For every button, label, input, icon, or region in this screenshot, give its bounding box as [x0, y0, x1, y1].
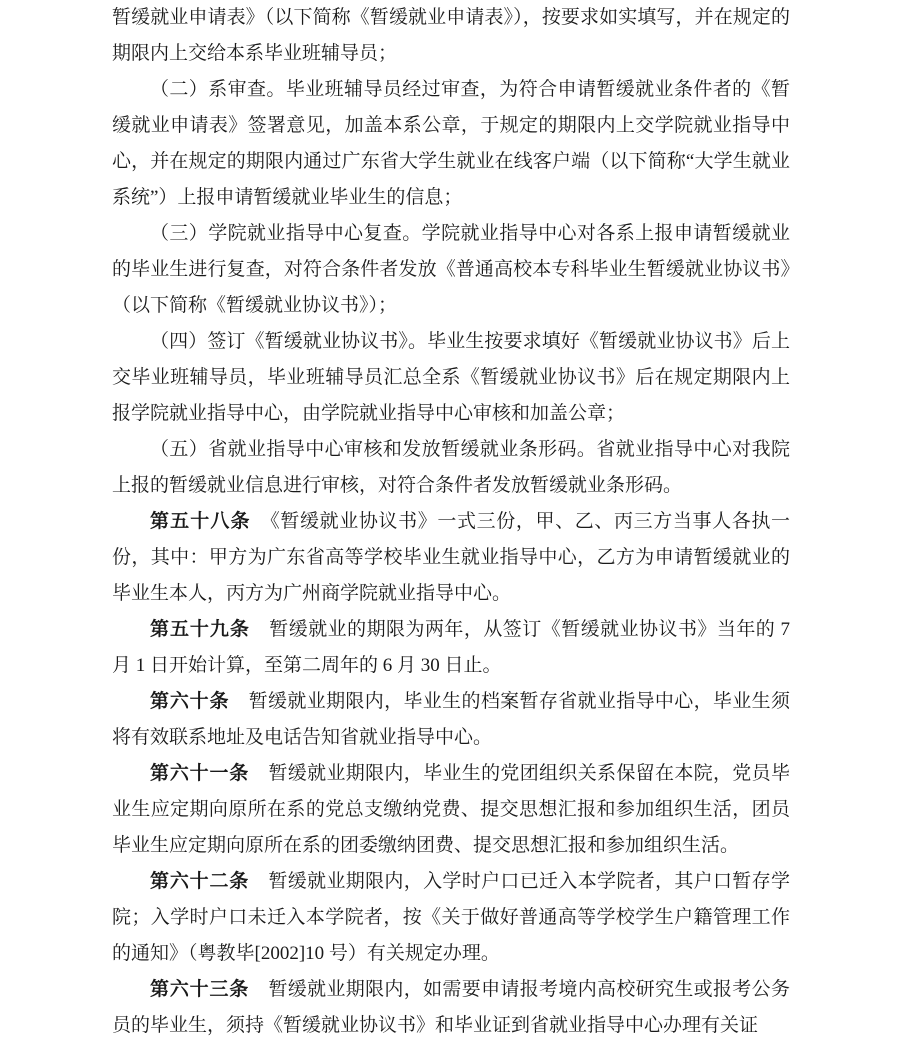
- article-number: 第五十九条: [150, 619, 250, 640]
- paragraph-text: （四）签订《暂缓就业协议书》。毕业生按要求填好《暂缓就业协议书》后上交毕业班辅导员，毕业班辅导员汇总全系《暂缓就业协议书》后在规定期限内上报学院就业指导中心，由学院就业指导中心审核和加盖公章；: [112, 331, 790, 424]
- paragraph-text: 暂缓就业申请表》（以下简称《暂缓就业申请表》），按要求如实填写，并在规定的期限内上交给本系毕业班辅导员；: [112, 7, 790, 64]
- paragraph-text: 暂缓就业期限内，毕业生的档案暂存省就业指导中心，毕业生须将有效联系地址及电话告知省就业指导中心。: [112, 691, 790, 748]
- paragraph: [112, 0, 790, 72]
- document-body: [112, 0, 790, 1044]
- paragraph-text: （五）省就业指导中心审核和发放暂缓就业条形码。省就业指导中心对我院上报的暂缓就业信息进行审核，对符合条件者发放暂缓就业条形码。: [112, 439, 790, 496]
- article-number: 第六十三条: [150, 979, 250, 1000]
- paragraph: [112, 216, 790, 324]
- paragraph: [112, 684, 790, 756]
- paragraph-text: （三）学院就业指导中心复查。学院就业指导中心对各系上报申请暂缓就业的毕业生进行复查，对符合条件者发放《普通高校本专科毕业生暂缓就业协议书》（以下简称《暂缓就业协议书》）；: [112, 223, 790, 316]
- paragraph-text: 暂缓就业期限内，入学时户口已迁入本学院者，其户口暂存学院；入学时户口未迁入本学院者，按《关于做好普通高等学校学生户籍管理工作的通知》（粤教毕[2002]10 号）有关规定办理。: [112, 871, 790, 964]
- paragraph-text: 暂缓就业期限内，如需要申请报考境内高校研究生或报考公务员的毕业生，须持《暂缓就业协议书》和毕业证到省就业指导中心办理有关证: [112, 979, 790, 1036]
- article-number: 第六十二条: [150, 871, 250, 892]
- paragraph: [112, 324, 790, 432]
- paragraph-text: 《暂缓就业协议书》一式三份，甲、乙、丙三方当事人各执一份，其中：甲方为广东省高等学校毕业生就业指导中心，乙方为申请暂缓就业的毕业生本人，丙方为广州商学院就业指导中心。: [112, 511, 790, 604]
- paragraph: [112, 432, 790, 504]
- paragraph: [112, 864, 790, 972]
- article-number: 第六十一条: [150, 763, 250, 784]
- paragraph-text: 暂缓就业期限内，毕业生的党团组织关系保留在本院，党员毕业生应定期向原所在系的党总支缴纳党费、提交思想汇报和参加组织生活，团员毕业生应定期向原所在系的团委缴纳团费、提交思想汇报和参加组织生活。: [112, 763, 790, 856]
- paragraph: [112, 72, 790, 216]
- article-number: 第五十八条: [150, 511, 251, 532]
- paragraph: [112, 972, 790, 1044]
- paragraph-text: 暂缓就业的期限为两年，从签订《暂缓就业协议书》当年的 7 月 1 日开始计算，至第二周年的 6 月 30 日止。: [112, 619, 790, 676]
- paragraph-text: （二）系审查。毕业班辅导员经过审查，为符合申请暂缓就业条件者的《暂缓就业申请表》签署意见，加盖本系公章，于规定的期限内上交学院就业指导中心，并在规定的期限内通过广东省大学生就业在线客户端（以下简称“大学生就业系统”）上报申请暂缓就业毕业生的信息；: [112, 79, 790, 208]
- paragraph: [112, 504, 790, 612]
- paragraph: [112, 756, 790, 864]
- article-number: 第六十条: [150, 691, 230, 712]
- paragraph: [112, 612, 790, 684]
